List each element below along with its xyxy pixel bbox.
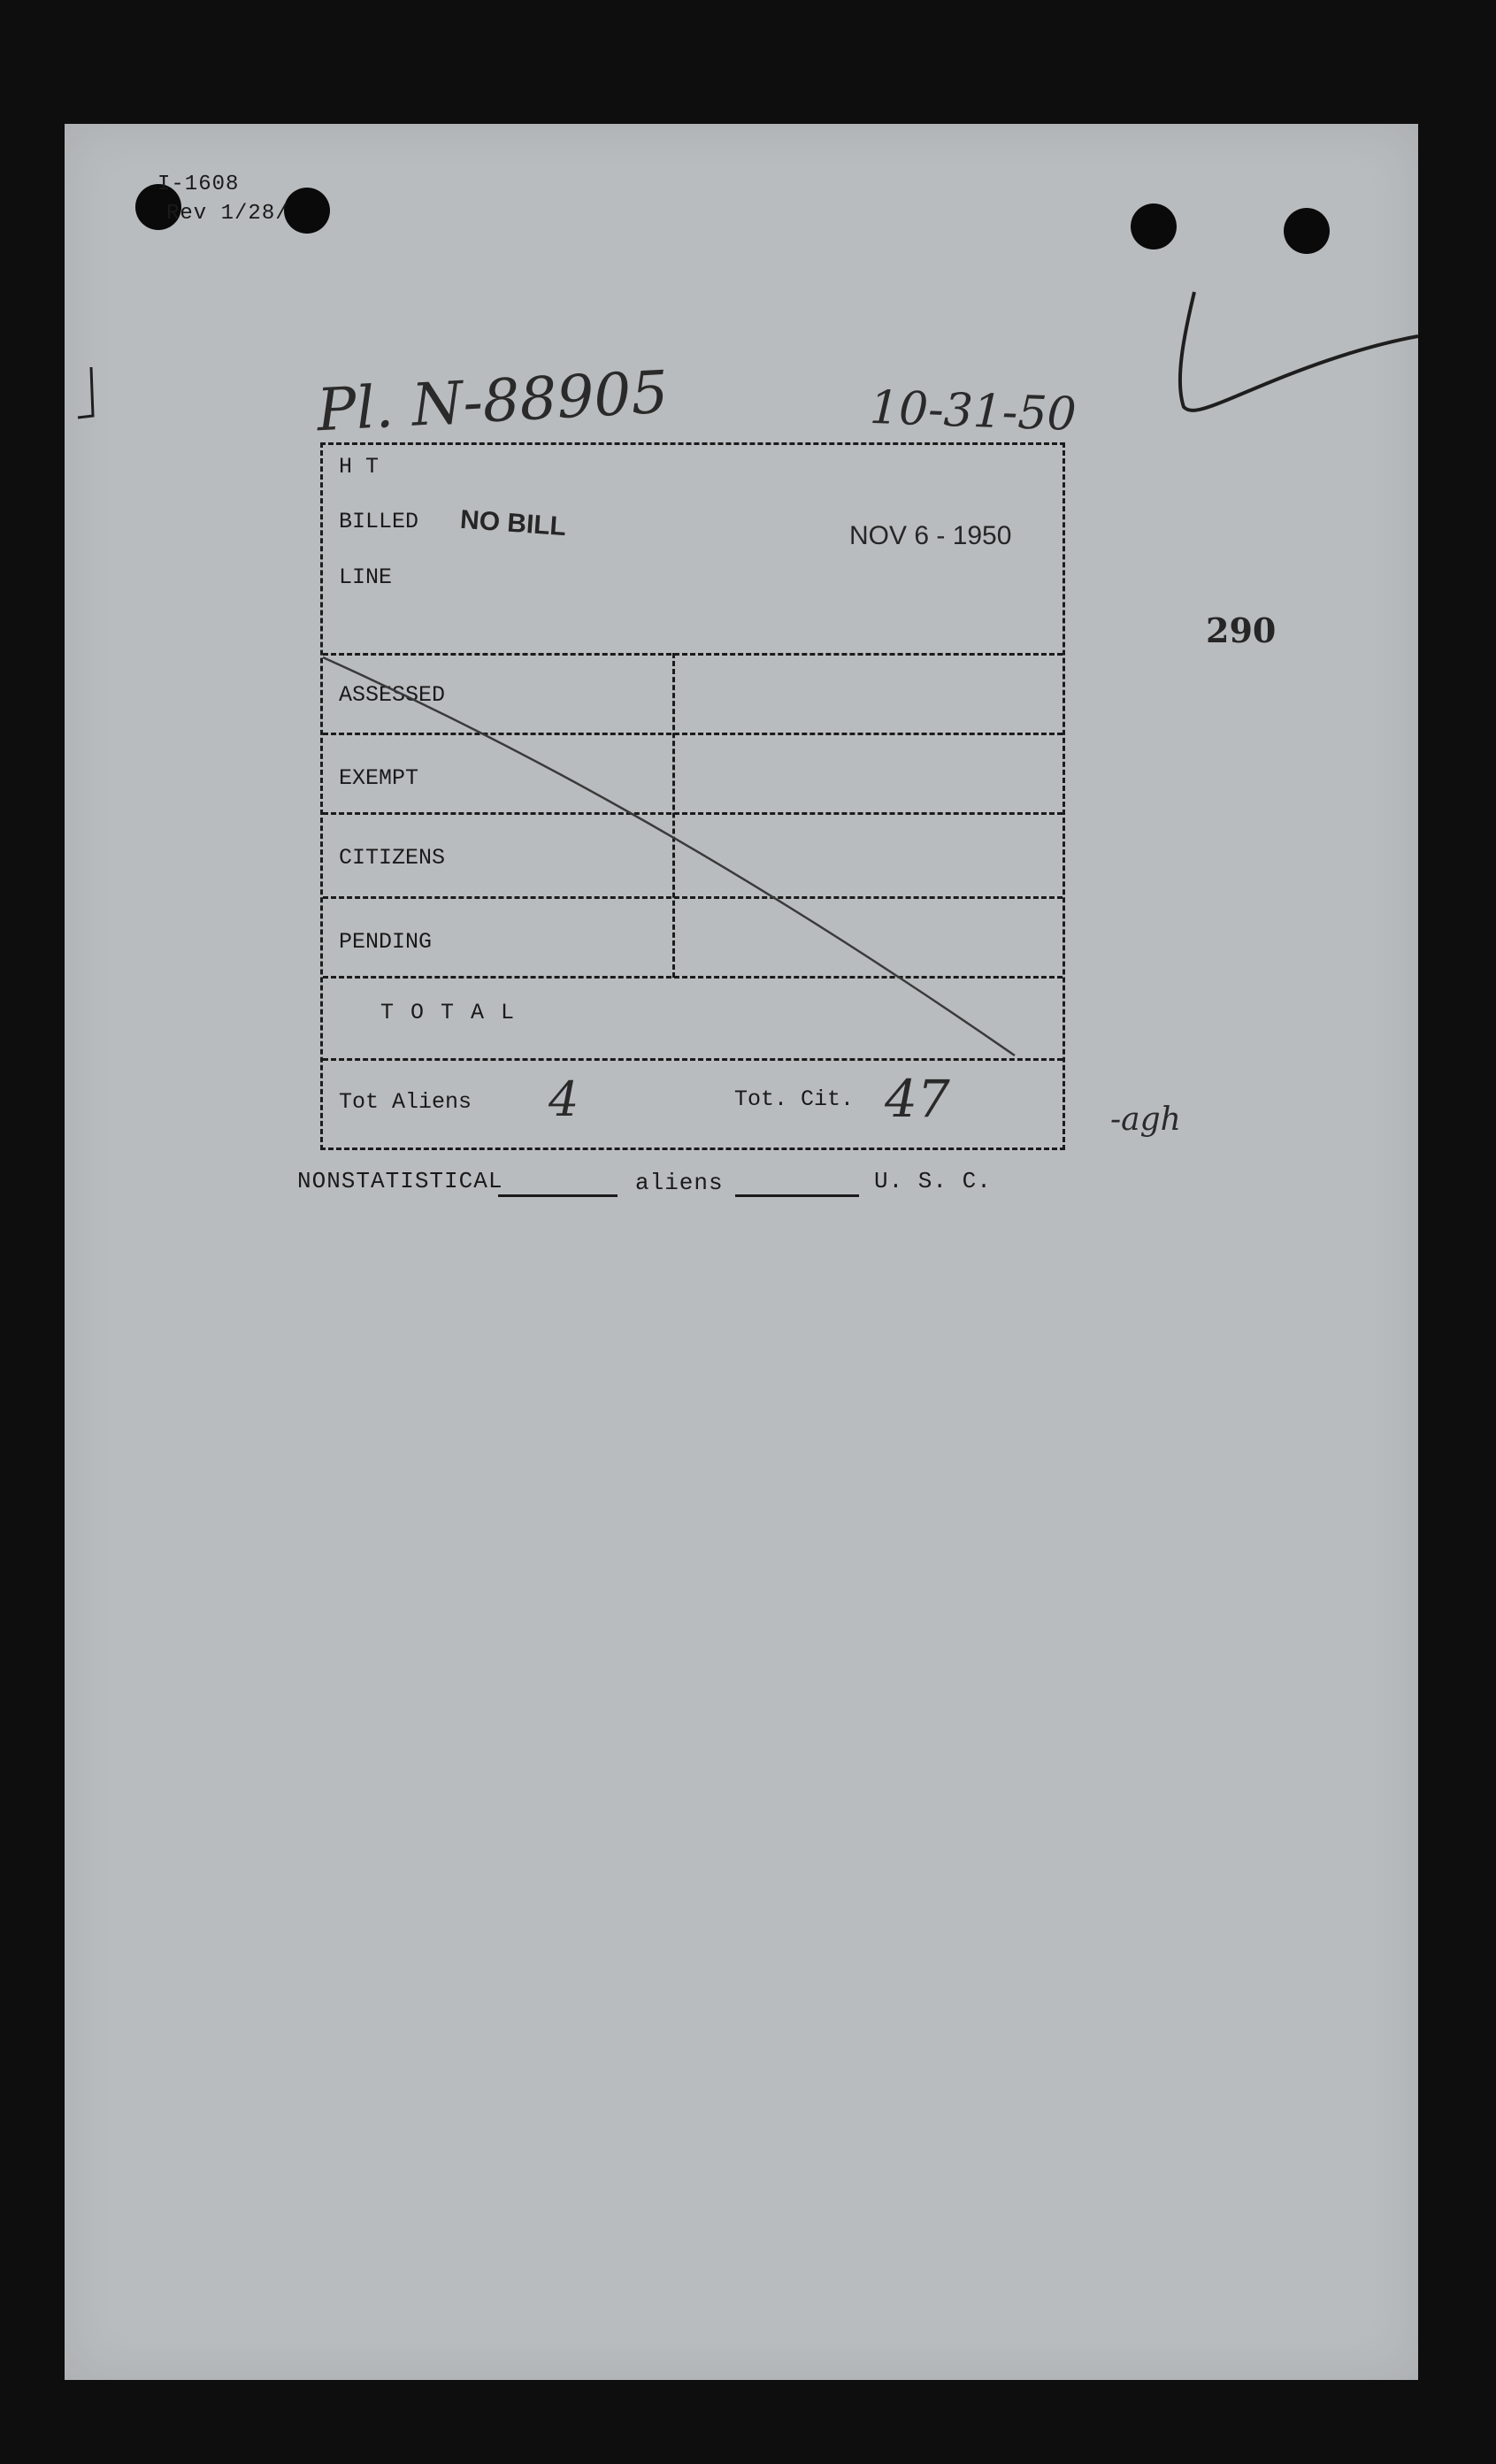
page-number: 290 <box>1206 610 1277 650</box>
aliens-blank <box>735 1194 859 1197</box>
no-bill-stamp: NO BILL <box>459 504 568 542</box>
form-number: I-1608 <box>157 173 240 196</box>
tot-cit-value: 47 <box>885 1069 950 1129</box>
tally-form <box>320 442 1065 1150</box>
document-page <box>65 124 1418 2380</box>
tot-aliens-label: Tot Aliens <box>339 1089 472 1115</box>
aliens-label: aliens <box>635 1170 724 1196</box>
line-label: LINE <box>339 564 393 590</box>
tot-aliens-value: 4 <box>549 1071 579 1127</box>
initials: -agh <box>1110 1102 1181 1138</box>
strike-through-line <box>323 445 1068 1153</box>
punch-hole-right <box>1131 203 1177 249</box>
total-label: T O T A L <box>380 1000 517 1025</box>
punch-hole-left-2 <box>284 188 330 234</box>
form-revision: Rev 1/28/ <box>166 202 289 226</box>
row-label-assessed: ASSESSED <box>339 682 446 708</box>
punch-hole-far-right <box>1284 208 1330 254</box>
tot-cit-label: Tot. Cit. <box>734 1086 855 1112</box>
billed-label: BILLED <box>339 509 419 534</box>
margin-mark-icon <box>73 363 109 434</box>
file-reference: Pl. N-88905 <box>315 357 671 445</box>
ht-label: H T <box>339 454 380 480</box>
nonstatistical-blank <box>498 1194 618 1197</box>
nonstatistical-label: NONSTATISTICAL <box>297 1168 503 1194</box>
date-stamp: NOV 6 - 1950 <box>849 521 1012 550</box>
file-date: 10-31-50 <box>869 380 1078 442</box>
row-label-pending: PENDING <box>339 929 433 955</box>
row-label-citizens: CITIZENS <box>339 845 446 871</box>
check-mark-icon <box>1157 283 1423 442</box>
usc-label: U. S. C. <box>874 1168 992 1194</box>
row-label-exempt: EXEMPT <box>339 765 419 791</box>
